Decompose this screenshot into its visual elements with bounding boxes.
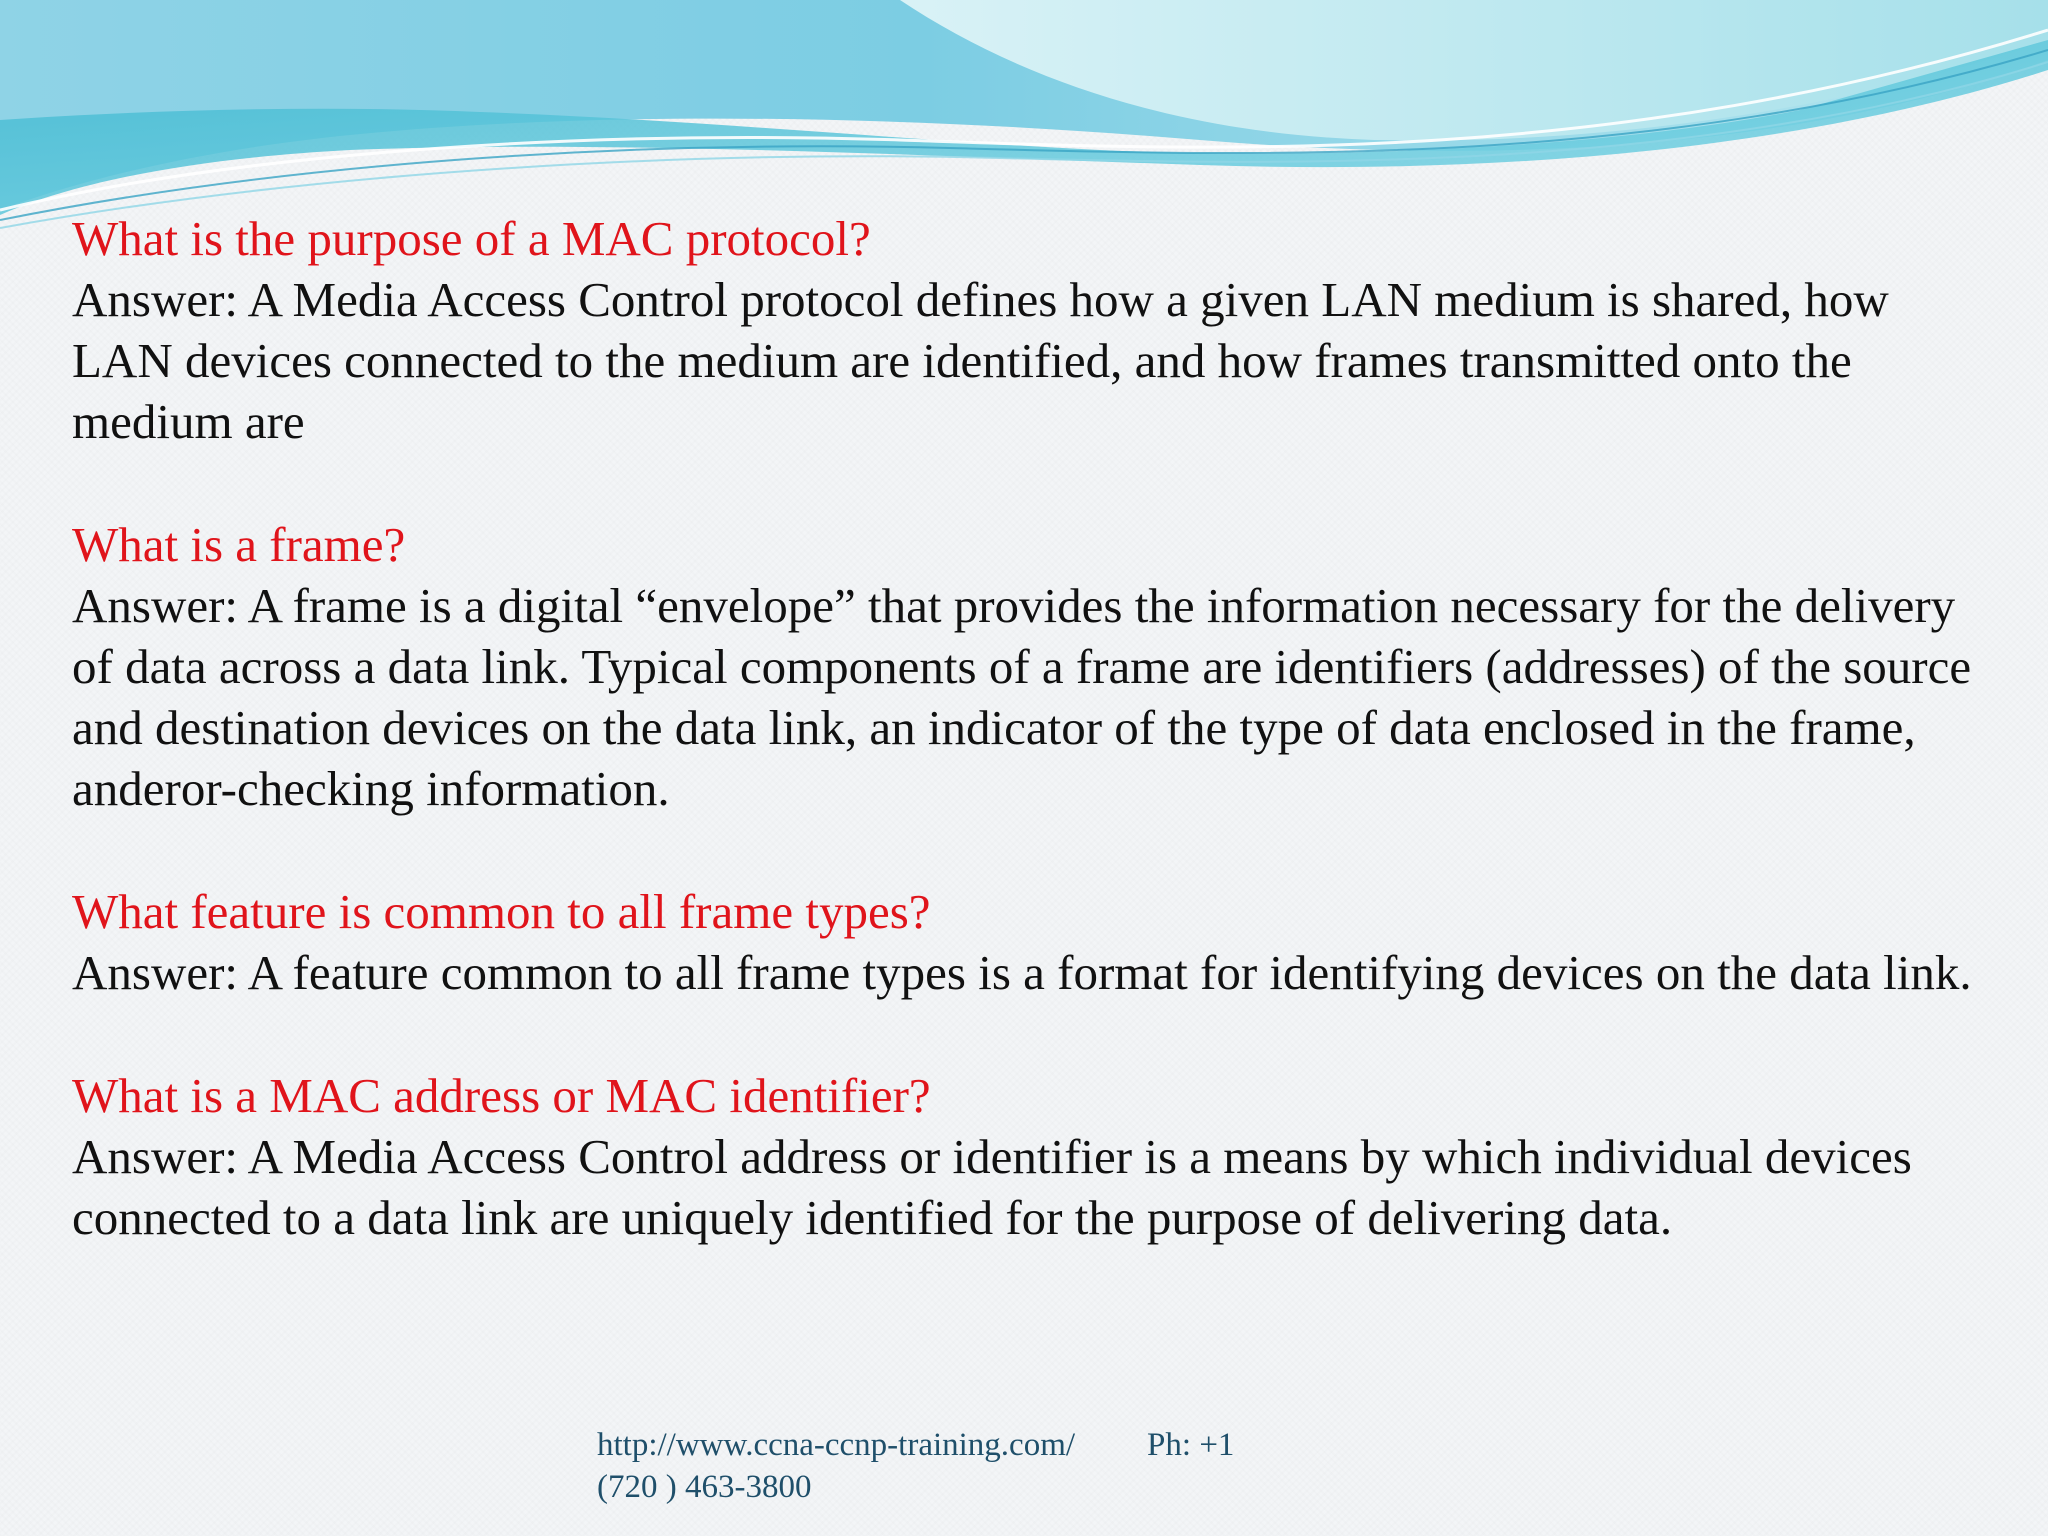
answer-text: Answer: A feature common to all frame types is a format for identifying devices on the data link.: [72, 945, 1972, 1000]
footer-contact: [597, 1424, 1357, 1508]
header-wave-decoration: [0, 0, 2048, 240]
footer-url-link[interactable]: http://www.ccna-ccnp-training.com/: [597, 1427, 1076, 1463]
footer-phone-prefix: Ph: +1: [1147, 1427, 1235, 1463]
answer-text: Answer: A Media Access Control address or identifier is a means by which individual devices connected to a data link are uniquely identified for the purpose of delivering data.: [72, 1129, 1912, 1245]
question-heading: What feature is common to all frame types?: [72, 884, 931, 939]
question-heading: What is a frame?: [72, 517, 406, 572]
footer-phone-number: (720 ) 463-3800: [597, 1469, 812, 1505]
qa-item-mac-address: [72, 1065, 1992, 1248]
answer-text: Answer: A frame is a digital “envelope” that provides the information necessary for the delivery of data across a data link. Typical components of a frame are identifiers (addresses) of the source and destination devices on the data link, an indicator of the type of data enclosed in the frame, anderor-checking information.: [72, 578, 1972, 816]
qa-item-frame-types: [72, 881, 1992, 1003]
qa-list: [72, 208, 1992, 1310]
question-heading: What is a MAC address or MAC identifier?: [72, 1068, 931, 1123]
question-heading: What is the purpose of a MAC protocol?: [72, 211, 871, 266]
qa-item-frame: [72, 514, 1992, 819]
answer-text: Answer: A Media Access Control protocol defines how a given LAN medium is shared, how LAN devices connected to the medium are identified, and how frames transmitted onto the medium are: [72, 272, 1889, 449]
qa-item-mac-protocol: [72, 208, 1992, 452]
